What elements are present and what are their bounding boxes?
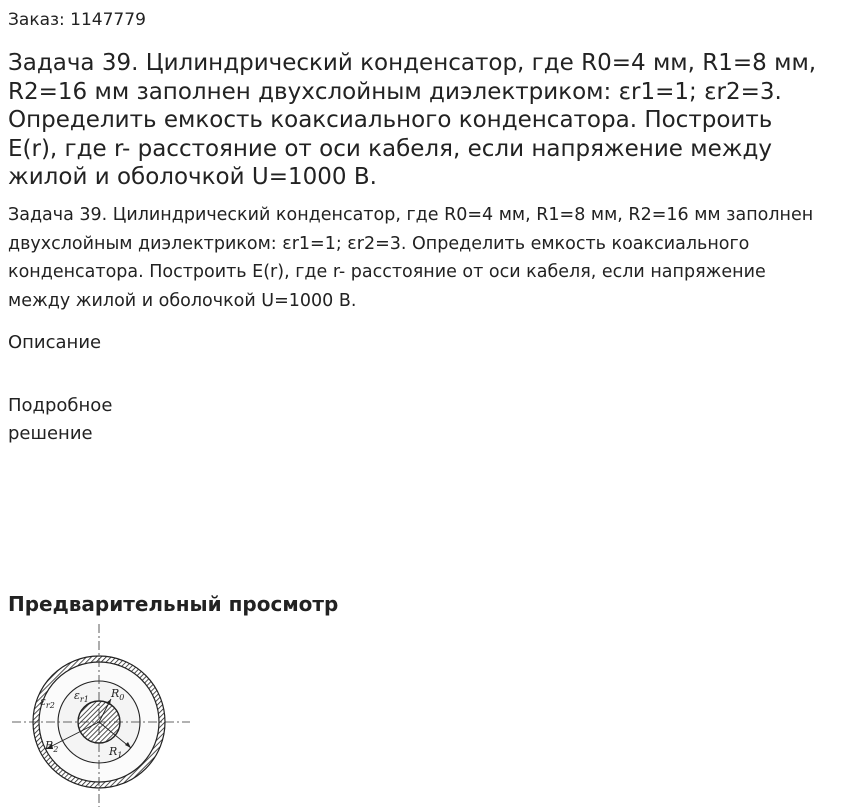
detailed-solution-label: Подробное решение — [8, 395, 113, 444]
preview-heading: Предварительный просмотр — [8, 592, 339, 616]
capacitor-cross-section-diagram — [8, 621, 198, 809]
epsilon-r2-label: $\varepsilon_{r2}$ — [40, 695, 55, 710]
r0-label: $R_0$ — [111, 687, 125, 702]
task-title: Задача 39. Цилиндрический конденсатор, где R0=4 мм, R1=8 мм, R2=16 мм заполнен двухслойным диэлектриком: εr1=1; εr2=3. Определить емкость коаксиального конденсатора. Построить E(r), где r- расстояние от оси кабеля, если напряжение между жилой и оболочкой U=1000 В. — [8, 50, 817, 190]
order-number: Заказ: 1147779 — [8, 10, 146, 30]
r2-label: $R_2$ — [45, 739, 59, 754]
r1-label: $R_1$ — [109, 745, 123, 760]
task-description: Задача 39. Цилиндрический конденсатор, где R0=4 мм, R1=8 мм, R2=16 мм заполнен двухслойным диэлектриком: εr1=1; εr2=3. Определить емкость коаксиального конденсатора. Построить E(r), где r- расстояние от оси кабеля, если напряжение между жилой и оболочкой U=1000 В. — [8, 205, 814, 311]
preview-figure — [8, 621, 198, 809]
description-label: Описание — [8, 332, 102, 353]
epsilon-r1-label: $\varepsilon_{r1}$ — [74, 689, 89, 704]
